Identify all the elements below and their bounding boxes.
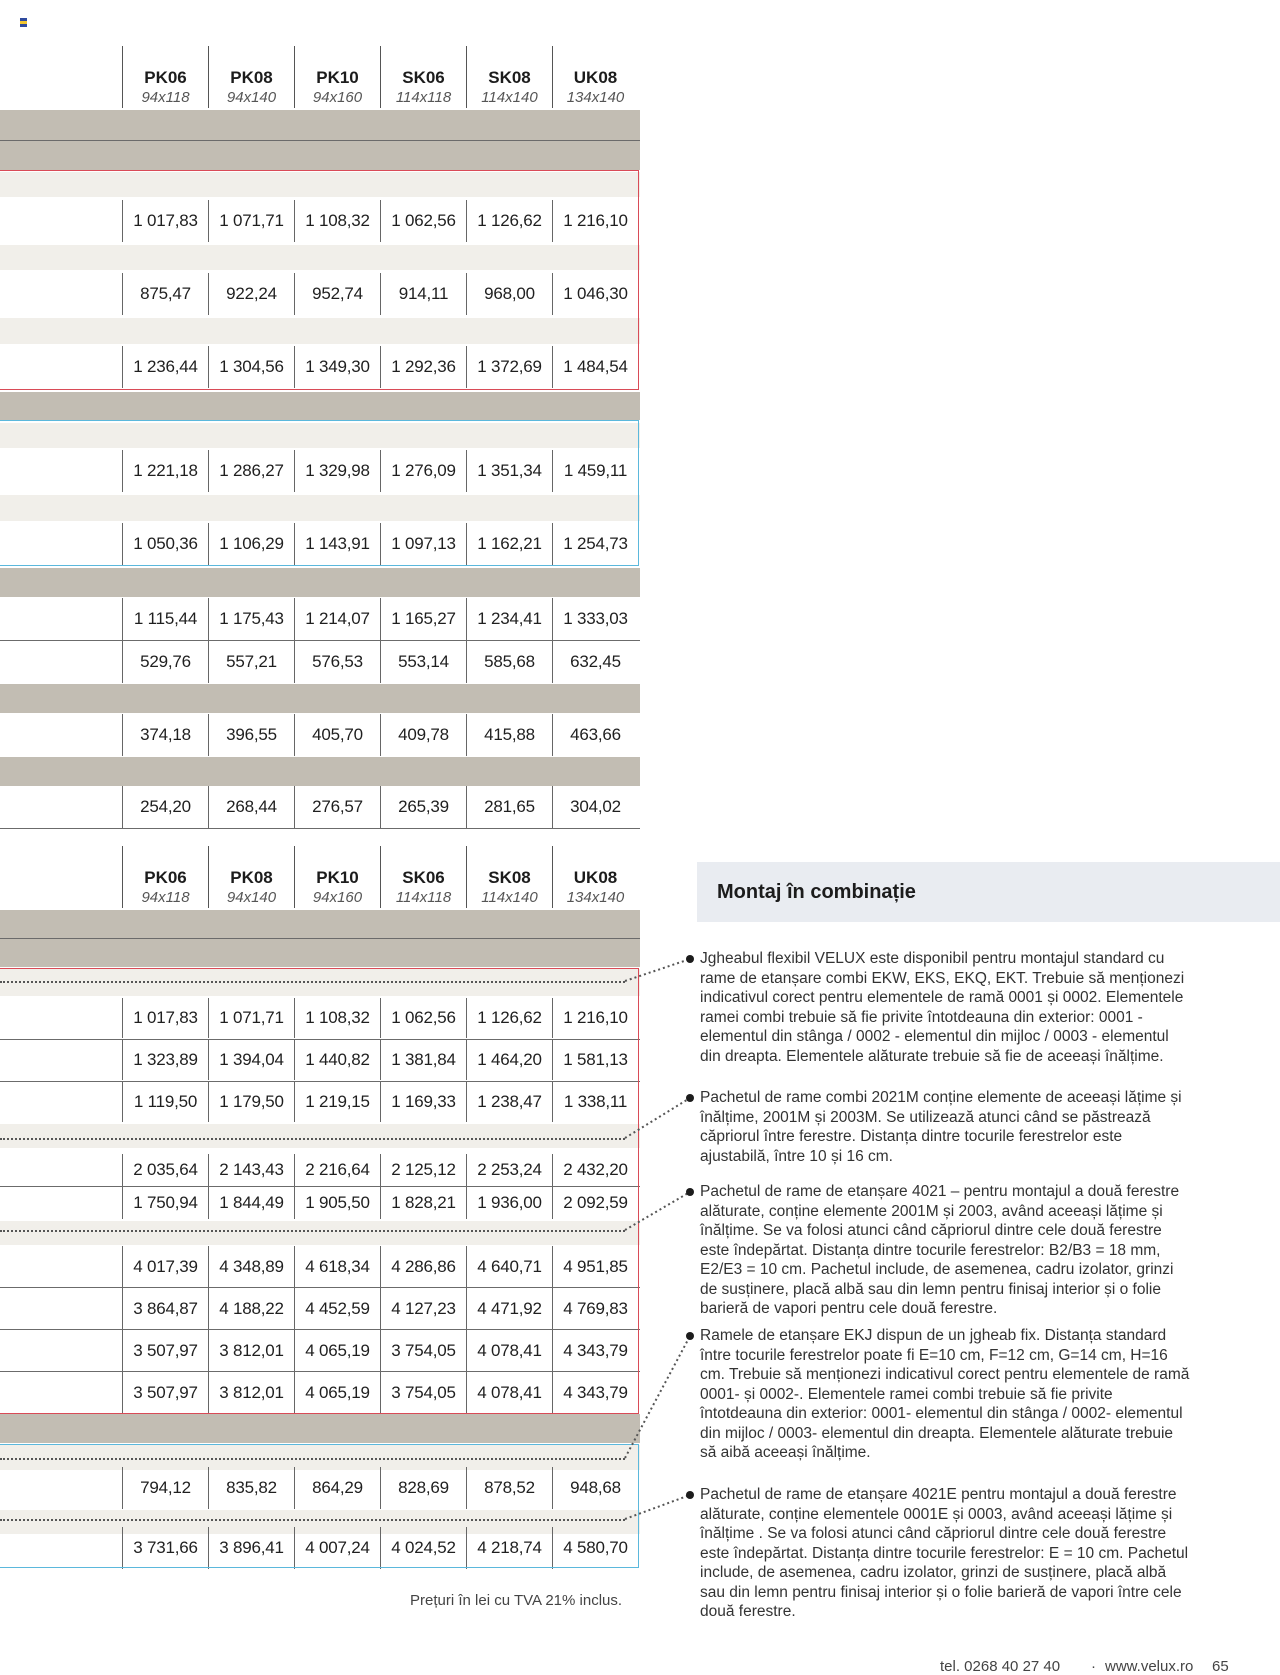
price-cell: 1 936,00	[466, 1187, 552, 1219]
price-cell: 4 640,71	[466, 1246, 552, 1287]
column-dimensions: 94x140	[226, 89, 277, 106]
price-cell: 3 507,97	[122, 1372, 208, 1413]
price-cell: 1 440,82	[294, 1040, 380, 1080]
price-cell: 4 017,39	[122, 1246, 208, 1287]
price-cell: 1 236,44	[122, 346, 208, 388]
column-dimensions: 94x140	[226, 889, 277, 906]
bullet-icon	[686, 1188, 694, 1196]
price-cell: 409,78	[380, 714, 466, 756]
connector-2	[625, 1098, 690, 1138]
price-cell: 1 292,36	[380, 346, 466, 388]
price-cell: 3 812,01	[208, 1330, 294, 1371]
price-cell: 254,20	[122, 786, 208, 828]
price-cell: 948,68	[552, 1467, 638, 1509]
price-cell: 1 459,11	[552, 450, 638, 492]
price-cell: 4 343,79	[552, 1330, 638, 1371]
price-cell: 1 844,49	[208, 1187, 294, 1219]
price-cell: 1 062,56	[380, 200, 466, 242]
price-cell: 1 828,21	[380, 1187, 466, 1219]
bullet-icon	[686, 1094, 694, 1102]
price-cell: 2 125,12	[380, 1154, 466, 1186]
price-cell: 1 126,62	[466, 998, 552, 1038]
connector-1	[625, 959, 690, 981]
price-cell: 374,18	[122, 714, 208, 756]
price-cell: 1 221,18	[122, 450, 208, 492]
price-cell: 632,45	[552, 641, 638, 683]
price-cell: 4 286,86	[380, 1246, 466, 1287]
price-cell: 557,21	[208, 641, 294, 683]
price-cell: 4 007,24	[294, 1527, 380, 1569]
footer-website[interactable]: www.velux.ro	[1105, 1658, 1194, 1675]
price-cell: 276,57	[294, 786, 380, 828]
price-cell: 1 017,83	[122, 200, 208, 242]
price-cell: 3 812,01	[208, 1372, 294, 1413]
price-cell: 1 046,30	[552, 273, 638, 315]
price-cell: 968,00	[466, 273, 552, 315]
column-dimensions: 94x160	[312, 889, 363, 906]
connector-3	[625, 1192, 690, 1230]
price-cell: 952,74	[294, 273, 380, 315]
price-cell: 4 024,52	[380, 1527, 466, 1569]
price-cell: 405,70	[294, 714, 380, 756]
price-cell: 576,53	[294, 641, 380, 683]
price-cell: 864,29	[294, 1467, 380, 1509]
price-cell: 1 338,11	[552, 1082, 638, 1122]
price-cell: 1 143,91	[294, 523, 380, 565]
price-cell: 3 731,66	[122, 1527, 208, 1569]
column-code: PK10	[316, 868, 359, 887]
price-cell: 4 078,41	[466, 1372, 552, 1413]
price-cell: 1 162,21	[466, 523, 552, 565]
column-code: PK06	[144, 868, 187, 887]
column-dimensions: 114x140	[481, 89, 538, 106]
column-dimensions: 94x118	[141, 889, 190, 906]
vat-footnote: Prețuri în lei cu TVA 21% inclus.	[410, 1592, 623, 1609]
column-dimensions: 94x160	[312, 89, 363, 106]
page-number: 65	[1212, 1658, 1229, 1675]
column-code: SK08	[488, 68, 531, 87]
price-cell: 1 238,47	[466, 1082, 552, 1122]
price-cell: 878,52	[466, 1467, 552, 1509]
note-item: Pachetul de rame de etanșare 4021 – pentru montajul a două ferestre alăturate, conține elemente 2001M și 2003, având aceeași lățime și înălțime. Se va folosi atunci când căpriorul dintre cele două ferestre este îndepărtat. Distanța dintre tocurile ferestrelor: B2/B3 = 18 mm, E2/E3 = 10 cm. Pachetul include, de asemenea, cadru izolator, grinzi de susținere, placă albă sau din lemn pentru finisaj interior și o folie barieră de vapori pentru cele două ferestre.	[700, 1183, 1180, 1317]
bullet-icon	[686, 1491, 694, 1499]
price-cell: 281,65	[466, 786, 552, 828]
price-cell: 1 581,13	[552, 1040, 638, 1080]
price-cell: 1 219,15	[294, 1082, 380, 1122]
price-cell: 1 329,98	[294, 450, 380, 492]
column-code: SK06	[402, 68, 445, 87]
price-cell: 922,24	[208, 273, 294, 315]
price-cell: 1 214,07	[294, 598, 380, 640]
column-code: UK08	[573, 68, 618, 87]
price-cell: 3 896,41	[208, 1527, 294, 1569]
price-cell: 1 050,36	[122, 523, 208, 565]
price-cell: 1 349,30	[294, 346, 380, 388]
price-cell: 4 769,83	[552, 1288, 638, 1329]
price-cell: 1 216,10	[552, 200, 638, 242]
price-cell: 1 108,32	[294, 998, 380, 1038]
price-cell: 4 452,59	[294, 1288, 380, 1329]
price-cell: 4 065,19	[294, 1372, 380, 1413]
price-cell: 4 471,92	[466, 1288, 552, 1329]
price-cell: 1 381,84	[380, 1040, 466, 1080]
price-cell: 4 078,41	[466, 1330, 552, 1371]
price-cell: 3 754,05	[380, 1372, 466, 1413]
price-cell: 1 394,04	[208, 1040, 294, 1080]
price-cell: 268,44	[208, 786, 294, 828]
price-cell: 1 254,73	[552, 523, 638, 565]
price-cell: 2 143,43	[208, 1154, 294, 1186]
price-cell: 1 119,50	[122, 1082, 208, 1122]
price-cell: 304,02	[552, 786, 638, 828]
column-dimensions: 114x118	[395, 889, 452, 906]
price-cell: 4 188,22	[208, 1288, 294, 1329]
price-cell: 1 234,41	[466, 598, 552, 640]
price-cell: 3 507,97	[122, 1330, 208, 1371]
price-cell: 1 351,34	[466, 450, 552, 492]
price-cell: 1 484,54	[552, 346, 638, 388]
price-cell: 1 286,27	[208, 450, 294, 492]
price-cell: 2 253,24	[466, 1154, 552, 1186]
column-dimensions: 114x140	[481, 889, 538, 906]
note-item: Jgheabul flexibil VELUX este disponibil pentru montajul standard cu rame de etanșare combi EKW, EKS, EKQ, EKT. Trebuie să menționezi indicativul corect pentru elementele de ramă 0001 și 0002. Elementele ramei combi trebuie să fie privite întotdeauna din exterior: 0001 - elementul din stânga / 0002 - elementul din mijloc / 0003 - elementul din dreapta. Elementele alăturate trebuie să fie de aceeași înălțime.	[700, 950, 1185, 1065]
price-cell: 835,82	[208, 1467, 294, 1509]
price-cell: 4 618,34	[294, 1246, 380, 1287]
price-cell: 794,12	[122, 1467, 208, 1509]
price-cell: 1 126,62	[466, 200, 552, 242]
price-cell: 1 750,94	[122, 1187, 208, 1219]
bullet-icon	[686, 1332, 694, 1340]
price-cell: 1 017,83	[122, 998, 208, 1038]
price-cell: 1 333,03	[552, 598, 638, 640]
note-item: Pachetul de rame de etanșare 4021E pentru montajul a două ferestre alăturate, conține elementele 0001E și 0003, având aceeași lățime și înălțime . Se va folosi atunci când căpriorul dintre cele două ferestre este îndepărtat. Distanța dintre tocurile ferestrelor: E = 10 cm. Pachetul include, de asemenea, cadru izolator, grinzi de susținere, placă albă sau din lemn pentru finisaj interior și o folie barieră de vapori între cele două ferestre.	[700, 1486, 1189, 1620]
price-cell: 4 951,85	[552, 1246, 638, 1287]
price-cell: 1 071,71	[208, 998, 294, 1038]
price-cell: 1 372,69	[466, 346, 552, 388]
price-cell: 553,14	[380, 641, 466, 683]
price-cell: 4 065,19	[294, 1330, 380, 1371]
price-cell: 1 175,43	[208, 598, 294, 640]
footer-phone: tel. 0268 40 27 40	[940, 1658, 1061, 1675]
price-cell: 265,39	[380, 786, 466, 828]
price-cell: 463,66	[552, 714, 638, 756]
price-cell: 4 580,70	[552, 1527, 638, 1569]
price-cell: 1 179,50	[208, 1082, 294, 1122]
bullet-icon	[686, 955, 694, 963]
column-code: PK06	[144, 68, 187, 87]
price-cell: 4 348,89	[208, 1246, 294, 1287]
column-code: PK10	[316, 68, 359, 87]
price-cell: 2 035,64	[122, 1154, 208, 1186]
price-cell: 1 905,50	[294, 1187, 380, 1219]
price-cell: 1 106,29	[208, 523, 294, 565]
note-item: Pachetul de rame combi 2021M conține elemente de aceeași lățime și înălțime, 2001M și 2003M. Se utilizează atunci când se păstrează căpriorul între ferestre. Distanța dintre tocurile ferestrelor este ajustabilă, între 10 și 16 cm.	[700, 1089, 1182, 1165]
column-code: UK08	[573, 868, 618, 887]
price-cell: 4 343,79	[552, 1372, 638, 1413]
mounting-title: Montaj în combinație	[717, 880, 916, 903]
price-cell: 1 108,32	[294, 200, 380, 242]
price-cell: 396,55	[208, 714, 294, 756]
price-cell: 415,88	[466, 714, 552, 756]
column-dimensions: 94x118	[141, 89, 190, 106]
price-cell: 1 216,10	[552, 998, 638, 1038]
column-dimensions: 134x140	[566, 889, 625, 906]
price-cell: 1 097,13	[380, 523, 466, 565]
price-cell: 529,76	[122, 641, 208, 683]
column-dimensions: 134x140	[566, 89, 625, 106]
price-cell: 1 165,27	[380, 598, 466, 640]
price-cell: 2 216,64	[294, 1154, 380, 1186]
price-cell: 1 304,56	[208, 346, 294, 388]
price-cell: 1 169,33	[380, 1082, 466, 1122]
price-cell: 1 115,44	[122, 598, 208, 640]
note-item: Ramele de etanșare EKJ dispun de un jgheab fix. Distanța standard între tocurile ferestrelor poate fi E=10 cm, F=12 cm, G=14 cm, H=16 cm. Trebuie să menționezi indicativul corect pentru elementele de ramă 0001- și 0002-. Elementele ramei combi trebuie să fie privite întotdeauna din exterior: 0001- elementul din stânga / 0002- elementul din mijloc / 0003- elementul din dreapta. Elementele alăturate trebuie să aibă aceeași înălțime.	[700, 1327, 1190, 1461]
column-code: PK08	[230, 68, 273, 87]
connector-5	[625, 1495, 690, 1519]
column-dimensions: 114x118	[395, 89, 452, 106]
price-cell: 4 218,74	[466, 1527, 552, 1569]
price-cell: 875,47	[122, 273, 208, 315]
price-cell: 3 754,05	[380, 1330, 466, 1371]
price-cell: 3 864,87	[122, 1288, 208, 1329]
connector-4	[625, 1336, 690, 1458]
price-cell: 828,69	[380, 1467, 466, 1509]
mounting-info-box	[697, 862, 1280, 922]
price-cell: 4 127,23	[380, 1288, 466, 1329]
price-cell: 1 464,20	[466, 1040, 552, 1080]
price-cell: 2 432,20	[552, 1154, 638, 1186]
price-cell: 1 323,89	[122, 1040, 208, 1080]
price-cell: 2 092,59	[552, 1187, 638, 1219]
price-cell: 585,68	[466, 641, 552, 683]
column-code: PK08	[230, 868, 273, 887]
footer-separator: ·	[1091, 1658, 1096, 1675]
price-cell: 1 071,71	[208, 200, 294, 242]
column-code: SK08	[488, 868, 531, 887]
price-cell: 914,11	[380, 273, 466, 315]
price-cell: 1 276,09	[380, 450, 466, 492]
column-code: SK06	[402, 868, 445, 887]
price-cell: 1 062,56	[380, 998, 466, 1038]
